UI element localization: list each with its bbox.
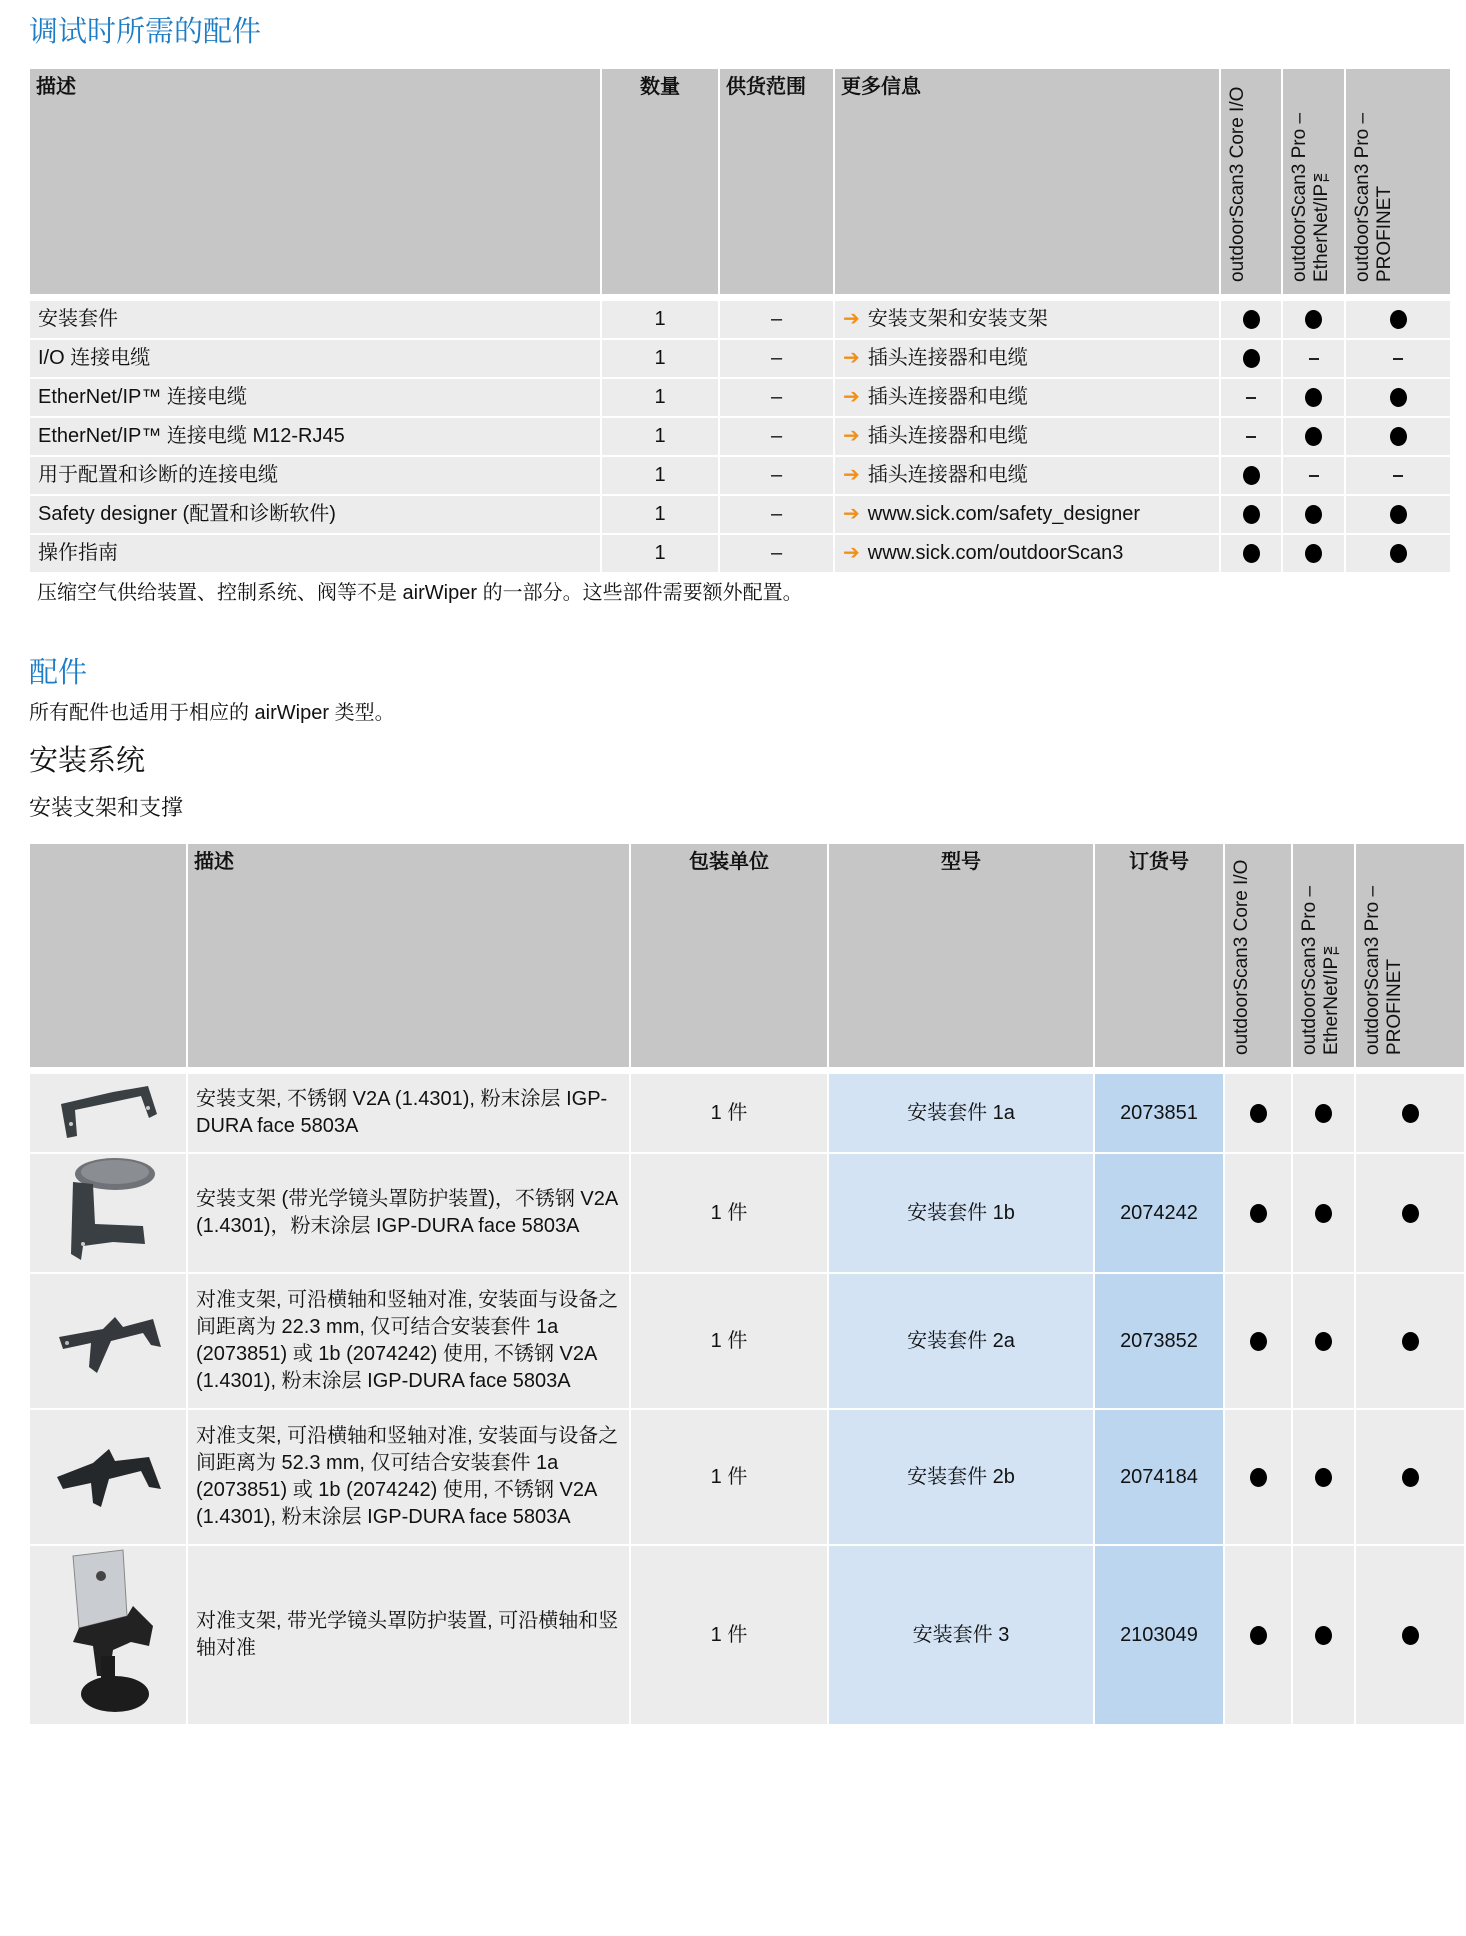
row-desc: 用于配置和诊断的连接电缆 <box>30 457 600 494</box>
product-image <box>30 1074 186 1152</box>
subgroup-title: 安装支架和支撑 <box>29 795 184 820</box>
group-title: 安装系统 <box>29 745 146 777</box>
variant-cell <box>1283 535 1344 572</box>
variant-cell <box>1293 1154 1354 1272</box>
not-available-dash-icon <box>1246 436 1256 438</box>
variant-cell <box>1225 1546 1291 1724</box>
available-dot-icon <box>1390 388 1407 407</box>
row-desc: EtherNet/IP™ 连接电缆 <box>30 379 600 416</box>
variant-cell <box>1283 418 1344 455</box>
row-desc: Safety designer (配置和诊断软件) <box>30 496 600 533</box>
variant-cell <box>1346 340 1450 377</box>
row-qty: 1 <box>602 457 718 494</box>
not-available-dash-icon <box>1393 358 1403 360</box>
row-type: 安装套件 3 <box>829 1546 1093 1724</box>
available-dot-icon <box>1402 1468 1419 1487</box>
row-order-number: 2103049 <box>1095 1546 1223 1724</box>
mounting-bracket-image <box>53 1127 163 1149</box>
row-pack: 1 件 <box>631 1274 827 1408</box>
table-row <box>30 496 1450 533</box>
row-scope: – <box>720 457 833 494</box>
available-dot-icon <box>1305 427 1322 446</box>
available-dot-icon <box>1390 505 1407 524</box>
table-row <box>30 340 1450 377</box>
row-pack: 1 件 <box>631 1074 827 1152</box>
row-order-number: 2074242 <box>1095 1154 1223 1272</box>
variant-cell <box>1346 379 1450 416</box>
available-dot-icon <box>1243 505 1260 524</box>
header-variant-ethernetip: outdoorScan3 Pro – EtherNet/IP™ <box>1289 112 1332 282</box>
variant-cell <box>1356 1074 1464 1152</box>
arrow-right-icon: ➔ <box>843 386 860 408</box>
variant-cell <box>1225 1154 1291 1272</box>
more-info-link[interactable]: 安装支架和安装支架 <box>867 308 1048 330</box>
row-desc: I/O 连接电缆 <box>30 340 600 377</box>
table-row <box>30 535 1450 572</box>
mounting-brackets-table <box>28 842 1466 1726</box>
row-scope: – <box>720 340 833 377</box>
variant-cell <box>1283 379 1344 416</box>
row-qty: 1 <box>602 535 718 572</box>
variant-cell <box>1283 457 1344 494</box>
mounting-bracket-image <box>53 1496 163 1518</box>
more-info-link[interactable]: 插头连接器和电缆 <box>867 386 1028 408</box>
row-desc: 安装支架, 不锈钢 V2A (1.4301), 粉末涂层 IGP-DURA face 5803A <box>188 1074 629 1152</box>
product-image <box>30 1274 186 1408</box>
variant-cell <box>1225 1274 1291 1408</box>
variant-cell <box>1221 535 1281 572</box>
variant-cell <box>1346 418 1450 455</box>
table-row <box>30 379 1450 416</box>
row-type: 安装套件 1a <box>829 1074 1093 1152</box>
header-variant-ethernetip: outdoorScan3 Pro – EtherNet/IP™ <box>1299 885 1342 1055</box>
mounting-bracket-image <box>53 1699 163 1721</box>
available-dot-icon <box>1402 1204 1419 1223</box>
header-desc: 描述 <box>188 844 629 1067</box>
row-qty: 1 <box>602 379 718 416</box>
arrow-right-icon: ➔ <box>843 464 860 486</box>
row-qty: 1 <box>602 418 718 455</box>
variant-cell <box>1356 1274 1464 1408</box>
variant-cell <box>1283 340 1344 377</box>
available-dot-icon <box>1402 1626 1419 1645</box>
variant-cell <box>1225 1410 1291 1544</box>
variant-cell <box>1293 1274 1354 1408</box>
table-row <box>30 1274 1464 1408</box>
row-scope: – <box>720 301 833 338</box>
variant-cell <box>1283 301 1344 338</box>
section-title-accessories: 配件 <box>29 657 88 689</box>
row-info <box>835 457 1219 494</box>
variant-cell <box>1356 1154 1464 1272</box>
product-image <box>30 1154 186 1272</box>
row-scope: – <box>720 535 833 572</box>
available-dot-icon <box>1243 466 1260 485</box>
variant-cell <box>1221 496 1281 533</box>
not-available-dash-icon <box>1393 475 1403 477</box>
variant-cell <box>1293 1546 1354 1724</box>
variant-cell <box>1293 1074 1354 1152</box>
header-variant-profinet: outdoorScan3 Pro – PROFINET <box>1362 885 1405 1055</box>
not-available-dash-icon <box>1246 397 1256 399</box>
section-subtitle: 所有配件也适用于相应的 airWiper 类型。 <box>29 702 395 724</box>
available-dot-icon <box>1315 1104 1332 1123</box>
product-image <box>30 1410 186 1544</box>
available-dot-icon <box>1250 1332 1267 1351</box>
available-dot-icon <box>1305 544 1322 563</box>
available-dot-icon <box>1305 310 1322 329</box>
header-variant-core: outdoorScan3 Core I/O <box>1227 86 1248 282</box>
row-type: 安装套件 2b <box>829 1410 1093 1544</box>
more-info-link[interactable]: 插头连接器和电缆 <box>867 425 1028 447</box>
row-scope: – <box>720 379 833 416</box>
row-info <box>835 535 1219 572</box>
not-available-dash-icon <box>1309 358 1319 360</box>
not-available-dash-icon <box>1309 475 1319 477</box>
row-desc: 安装支架 (带光学镜头罩防护装置)，不锈钢 V2A (1.4301)，粉末涂层 IGP-DURA face 5803A <box>188 1154 629 1272</box>
row-pack: 1 件 <box>631 1154 827 1272</box>
available-dot-icon <box>1243 310 1260 329</box>
header-type: 型号 <box>829 844 1093 1067</box>
row-info <box>835 301 1219 338</box>
note-text: 压缩空气供给装置、控制系统、阀等不是 airWiper 的一部分。这些部件需要额外配置。 <box>37 582 803 604</box>
available-dot-icon <box>1402 1104 1419 1123</box>
table-row <box>30 457 1450 494</box>
commissioning-accessories-table <box>28 67 1452 574</box>
variant-cell <box>1356 1546 1464 1724</box>
available-dot-icon <box>1243 544 1260 563</box>
row-desc: 对准支架, 可沿横轴和竖轴对准, 安装面与设备之间距离为 52.3 mm, 仅可结合安装套件 1a (2073851) 或 1b (2074242) 使用, 不锈钢 V2A (1.4301), 粉末涂层 IGP-DURA face 5803A <box>188 1410 629 1544</box>
variant-cell <box>1346 457 1450 494</box>
available-dot-icon <box>1305 505 1322 524</box>
available-dot-icon <box>1402 1332 1419 1351</box>
row-order-number: 2073852 <box>1095 1274 1223 1408</box>
mounting-bracket-image <box>53 1247 163 1269</box>
variant-cell <box>1346 535 1450 572</box>
mounting-bracket-image <box>53 1360 163 1382</box>
row-info <box>835 496 1219 533</box>
row-info <box>835 418 1219 455</box>
row-info <box>835 340 1219 377</box>
variant-cell <box>1346 496 1450 533</box>
row-order-number: 2074184 <box>1095 1410 1223 1544</box>
arrow-right-icon: ➔ <box>843 542 860 564</box>
more-info-link[interactable]: 插头连接器和电缆 <box>867 464 1028 486</box>
variant-cell <box>1346 301 1450 338</box>
available-dot-icon <box>1315 1626 1332 1645</box>
table-row <box>30 1074 1464 1152</box>
available-dot-icon <box>1390 427 1407 446</box>
row-pack: 1 件 <box>631 1410 827 1544</box>
variant-cell <box>1225 1074 1291 1152</box>
variant-cell <box>1356 1410 1464 1544</box>
section-title: 调试时所需的配件 <box>29 16 262 48</box>
variant-cell <box>1221 379 1281 416</box>
header-pack: 包装单位 <box>631 844 827 1067</box>
variant-cell <box>1221 457 1281 494</box>
available-dot-icon <box>1250 1104 1267 1123</box>
row-desc: 对准支架, 带光学镜头罩防护装置, 可沿横轴和竖轴对准 <box>188 1546 629 1724</box>
available-dot-icon <box>1250 1204 1267 1223</box>
row-qty: 1 <box>602 496 718 533</box>
header-scope: 供货范围 <box>720 69 833 294</box>
variant-cell <box>1221 340 1281 377</box>
available-dot-icon <box>1390 310 1407 329</box>
available-dot-icon <box>1390 544 1407 563</box>
available-dot-icon <box>1243 349 1260 368</box>
row-desc: 对准支架, 可沿横轴和竖轴对准, 安装面与设备之间距离为 22.3 mm, 仅可结合安装套件 1a (2073851) 或 1b (2074242) 使用, 不锈钢 V2A (1.4301), 粉末涂层 IGP-DURA face 5803A <box>188 1274 629 1408</box>
row-desc: 安装套件 <box>30 301 600 338</box>
row-pack: 1 件 <box>631 1546 827 1724</box>
available-dot-icon <box>1315 1204 1332 1223</box>
variant-cell <box>1283 496 1344 533</box>
table-row <box>30 301 1450 338</box>
row-qty: 1 <box>602 340 718 377</box>
arrow-right-icon: ➔ <box>843 308 860 330</box>
header-variant-profinet: outdoorScan3 Pro – PROFINET <box>1352 112 1395 282</box>
table-row <box>30 1154 1464 1272</box>
arrow-right-icon: ➔ <box>843 425 860 447</box>
more-info-link[interactable]: 插头连接器和电缆 <box>867 347 1028 369</box>
header-variant-core: outdoorScan3 Core I/O <box>1231 859 1252 1055</box>
row-scope: – <box>720 418 833 455</box>
product-image <box>30 1546 186 1724</box>
variant-cell <box>1221 418 1281 455</box>
row-qty: 1 <box>602 301 718 338</box>
arrow-right-icon: ➔ <box>843 503 860 525</box>
header-qty: 数量 <box>602 69 718 294</box>
table-row <box>30 418 1450 455</box>
available-dot-icon <box>1250 1468 1267 1487</box>
row-desc: 操作指南 <box>30 535 600 572</box>
row-order-number: 2073851 <box>1095 1074 1223 1152</box>
table-row <box>30 1546 1464 1724</box>
row-scope: – <box>720 496 833 533</box>
row-type: 安装套件 2a <box>829 1274 1093 1408</box>
header-order: 订货号 <box>1095 844 1223 1067</box>
variant-cell <box>1293 1410 1354 1544</box>
row-desc: EtherNet/IP™ 连接电缆 M12-RJ45 <box>30 418 600 455</box>
available-dot-icon <box>1250 1626 1267 1645</box>
variant-cell <box>1221 301 1281 338</box>
available-dot-icon <box>1305 388 1322 407</box>
available-dot-icon <box>1315 1468 1332 1487</box>
arrow-right-icon: ➔ <box>843 347 860 369</box>
row-info <box>835 379 1219 416</box>
table-row <box>30 1410 1464 1544</box>
more-info-link[interactable]: www.sick.com/safety_designer <box>867 503 1141 525</box>
more-info-link[interactable]: www.sick.com/outdoorScan3 <box>867 542 1124 564</box>
row-type: 安装套件 1b <box>829 1154 1093 1272</box>
available-dot-icon <box>1315 1332 1332 1351</box>
header-info: 更多信息 <box>835 69 1219 294</box>
header-desc: 描述 <box>30 69 600 294</box>
